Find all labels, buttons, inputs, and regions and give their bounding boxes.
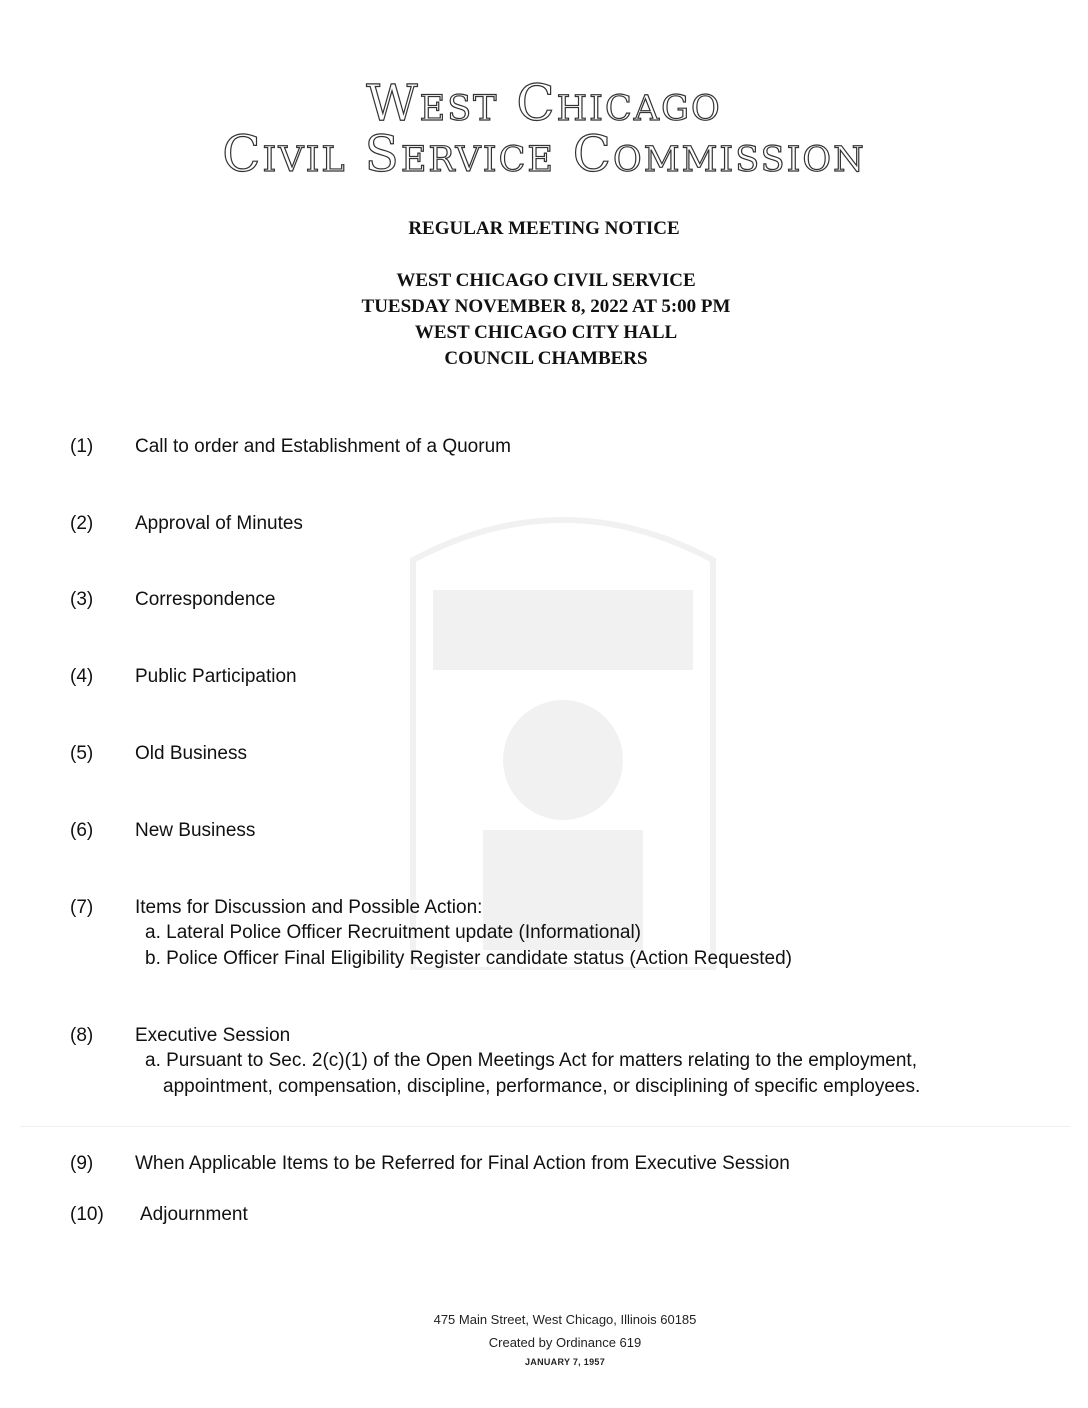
agenda-subitem: appointment, compensation, discipline, performance, or disciplining of specific employees. [163, 1076, 921, 1097]
agenda-subitem: a. Pursuant to Sec. 2(c)(1) of the Open Meetings Act for matters relating to the employment, [145, 1050, 917, 1071]
letterhead-line-2: Civil Service Commission [222, 125, 866, 183]
agenda-item-number: (10) [70, 1204, 104, 1225]
agenda-item-label: Approval of Minutes [135, 513, 303, 534]
agenda-item-label: Public Participation [135, 666, 297, 687]
notice-title: REGULAR MEETING NOTICE [408, 218, 680, 239]
footer-date: JANUARY 7, 1957 [524, 1357, 606, 1367]
agenda-item-label: Call to order and Establishment of a Quorum [135, 436, 511, 457]
agenda-item-label: Executive Session [135, 1025, 291, 1046]
agenda-item-label: Old Business [135, 743, 247, 764]
agenda-subitem: a. Lateral Police Officer Recruitment update (Informational) [145, 922, 641, 943]
meeting-line-1: WEST CHICAGO CIVIL SERVICE [396, 270, 696, 291]
meeting-line-3: WEST CHICAGO CITY HALL [414, 322, 678, 343]
agenda-item-label: New Business [135, 820, 256, 841]
agenda-item-number: (1) [70, 436, 94, 457]
meeting-line-2: TUESDAY NOVEMBER 8, 2022 AT 5:00 PM [361, 296, 731, 317]
agenda-item-label: Correspondence [135, 589, 276, 610]
agenda-item-number: (6) [70, 820, 94, 841]
agenda-item-number: (8) [70, 1025, 94, 1046]
meeting-info [0, 268, 1088, 372]
scan-line [20, 1126, 1070, 1127]
letterhead-line-1: West Chicago [366, 74, 722, 132]
agenda-item-number: (2) [70, 513, 94, 534]
agenda-item-label: Items for Discussion and Possible Action: [135, 897, 483, 918]
footer-address: 475 Main Street, West Chicago, Illinois 60185 [433, 1312, 697, 1327]
agenda-item-label: Adjournment [140, 1204, 248, 1225]
agenda-item-number: (3) [70, 589, 94, 610]
agenda-subitem: b. Police Officer Final Eligibility Register candidate status (Action Requested) [145, 948, 793, 969]
agenda-item-number: (7) [70, 897, 94, 918]
agenda-item-number: (4) [70, 666, 94, 687]
footer-ordinance: Created by Ordinance 619 [488, 1335, 642, 1350]
letterhead [0, 74, 1088, 183]
agenda-item-number: (9) [70, 1153, 94, 1174]
meeting-line-4: COUNCIL CHAMBERS [444, 348, 648, 369]
agenda-item-label: When Applicable Items to be Referred for Final Action from Executive Session [135, 1153, 790, 1174]
agenda-item-number: (5) [70, 743, 94, 764]
